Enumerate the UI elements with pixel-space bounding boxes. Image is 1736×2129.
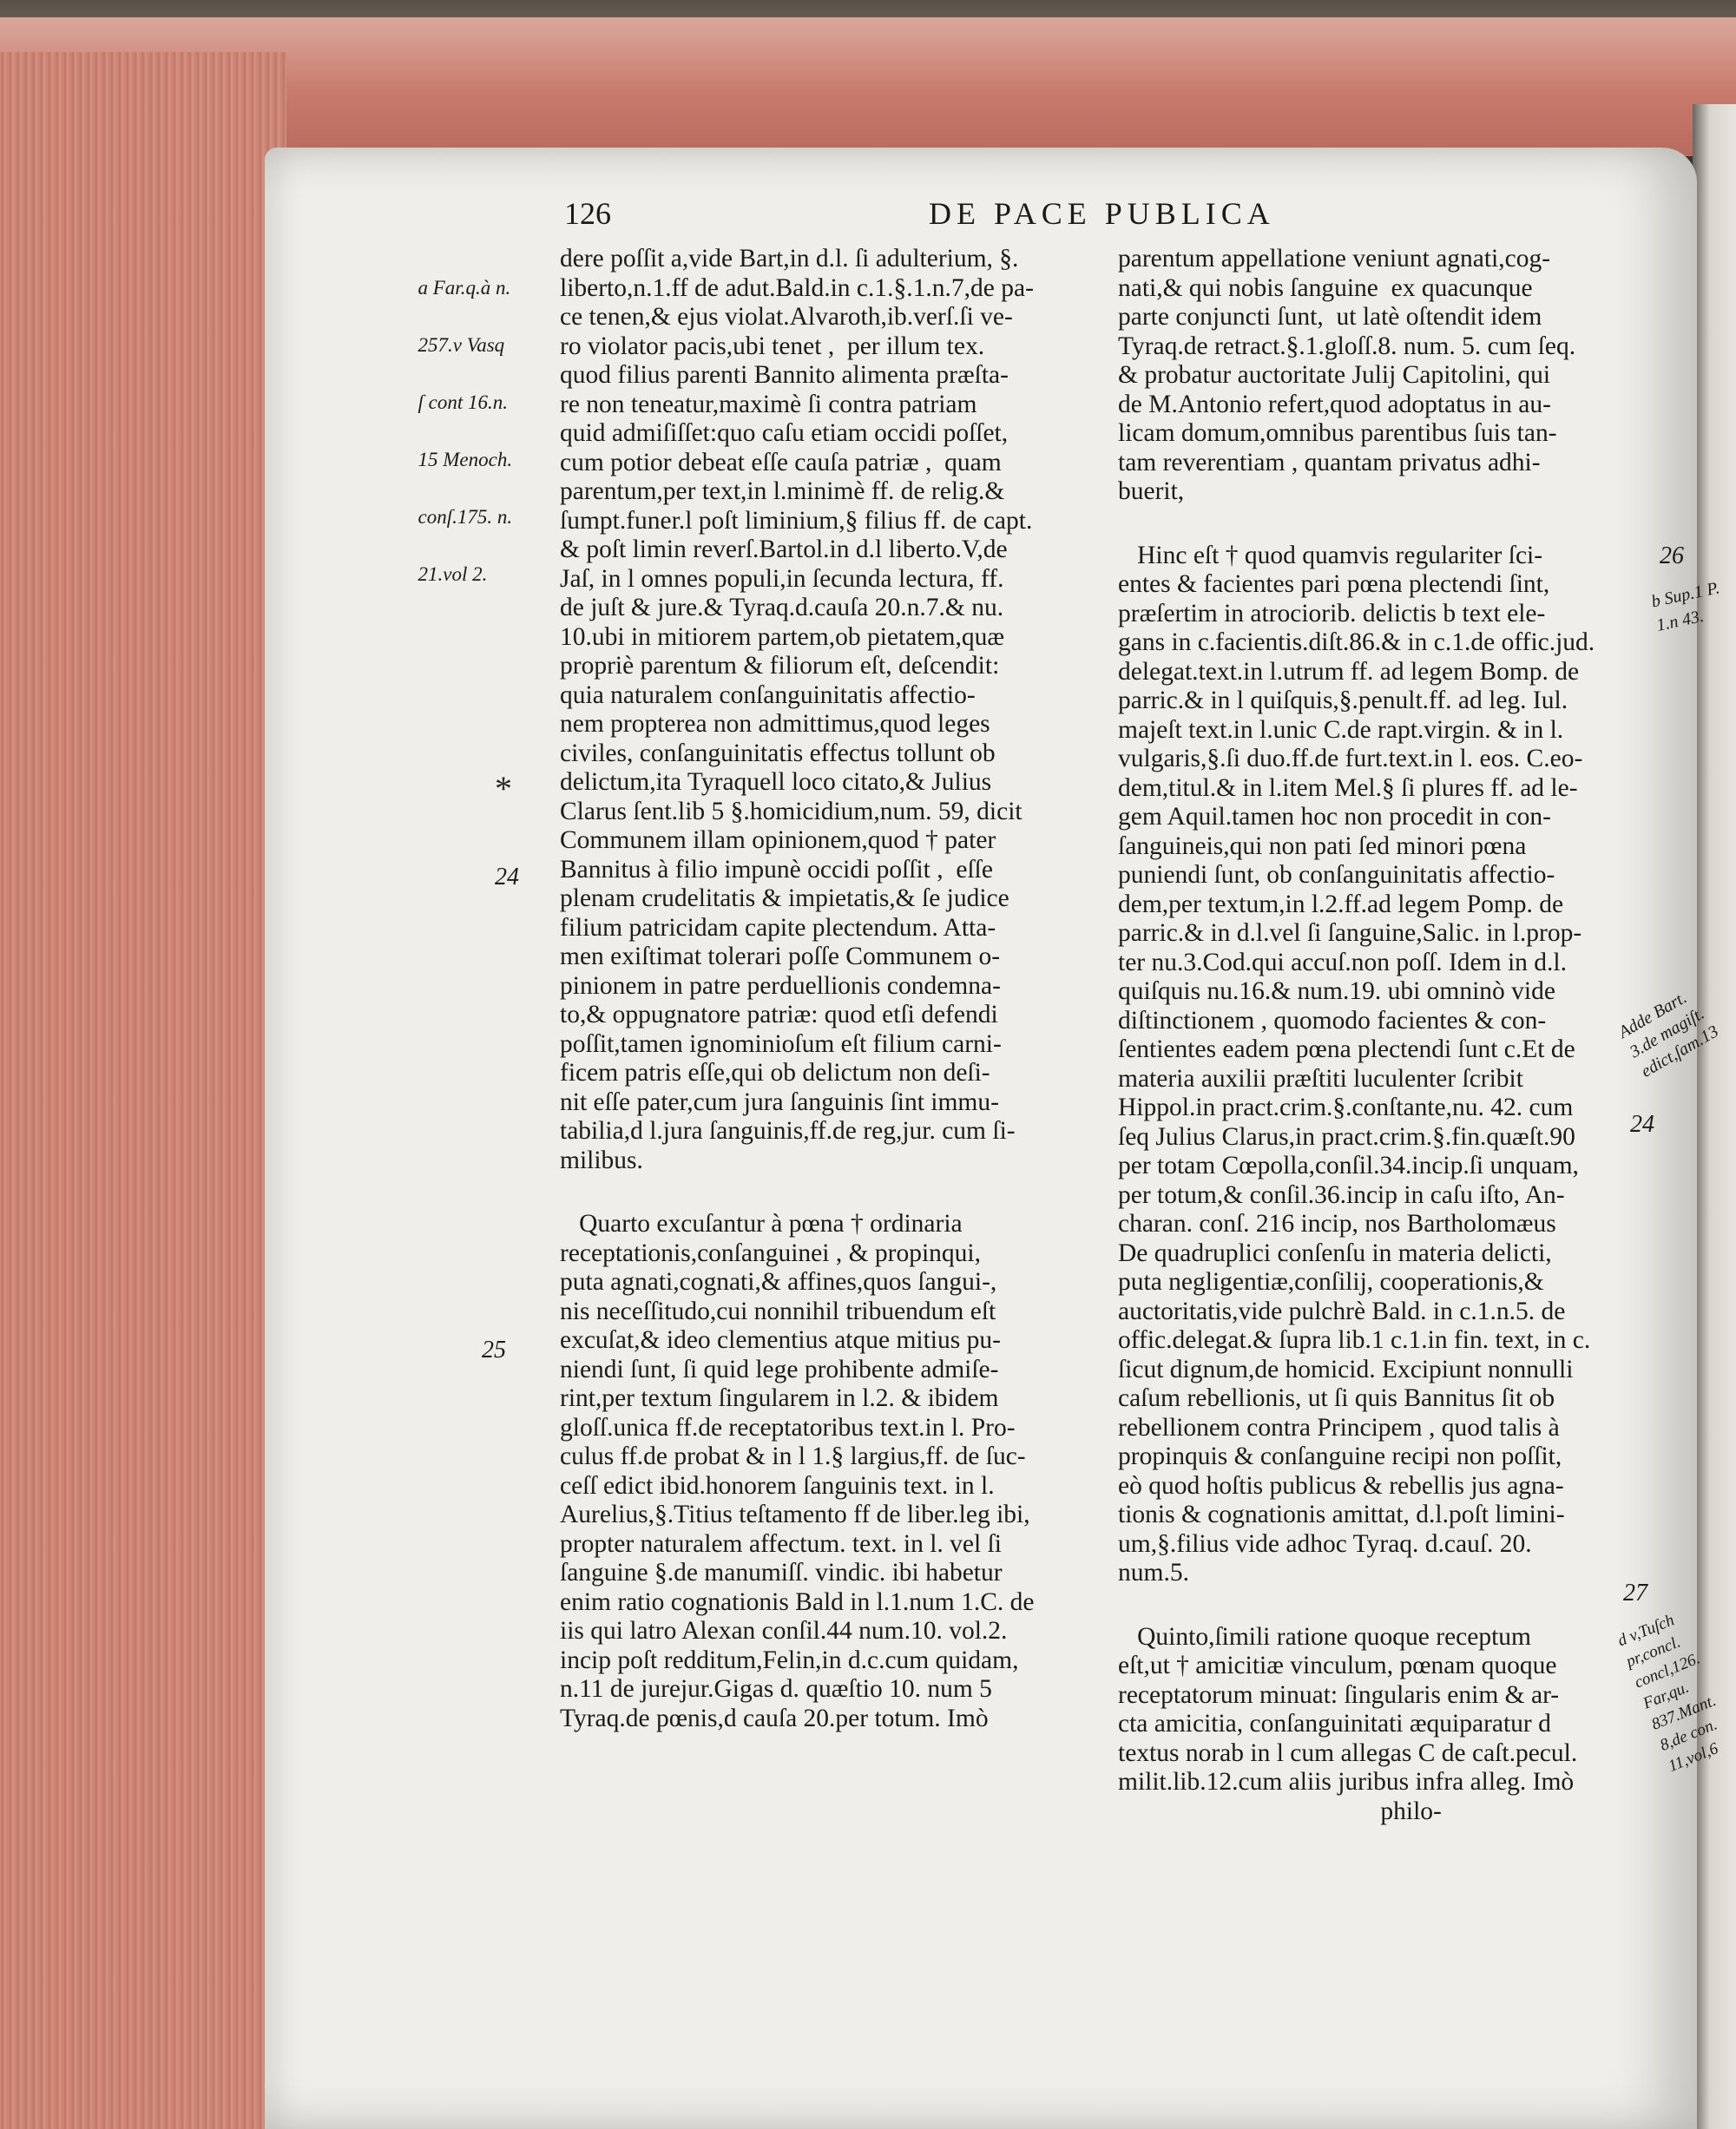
text-line: gem Aquil.tamen hoc non procedit in con- (1118, 803, 1551, 831)
text-line: vulgaris,§.ſi duo.ff.de furt.text.in l. eos. C.eo- (1118, 745, 1583, 772)
text-line: majeſt text.in l.unic C.de rapt.virgin. & in l. (1118, 715, 1564, 744)
text-line: auctoritatis,vide pulchrè Bald. in c.1.n.5. de (1118, 1297, 1566, 1325)
text-line: tionis & cognationis amittat, d.l.poſt limini- (1118, 1501, 1565, 1528)
note-line: 21.vol 2. (418, 563, 488, 585)
text-line: propinquis & conſanguine recipi non poſſit, (1118, 1442, 1562, 1470)
text-line: gans in c.facientis.diſt.86.& in c.1.de offic.jud. (1118, 628, 1595, 656)
text-line: De quadruplici conſenſu in materia delicti, (1118, 1239, 1552, 1267)
text-line: re non teneatur,maximè ſi contra patriam (560, 390, 977, 418)
text-line: delictum,ita Tyraquell loco citato,& Julius (560, 768, 992, 796)
margin-note-d: d v,Tuſch pr,concl. concl,126. Far,qu. 837.Mant. 8,de con. 11,vol,6 (1614, 1611, 1721, 1776)
text-line: cta amicitia, conſanguinitati æquiparatur d (1118, 1710, 1551, 1738)
text-line: puta agnati,cognati,& affines,quos ſangui-, (560, 1268, 997, 1296)
text-line: materia auxilii præſtiti luculenter ſcribit (1118, 1064, 1523, 1093)
text-line: quod filius parenti Bannito alimenta præſta- (560, 361, 1009, 389)
text-line: dem,titul.& in l.item Mel.§ ſi plures ff. ad le- (1118, 773, 1578, 802)
text-line: ficem patris eſſe,qui ob delictum non deſi- (560, 1059, 990, 1087)
text-line: nis neceſſitudo,cui nonnihil tribuendum eſt (560, 1297, 996, 1325)
note-line: 257.v Vasq (418, 334, 505, 356)
text-line: enim ratio cognationis Bald in l.1.num 1.C. de (560, 1587, 1035, 1616)
text-line: nati,& qui nobis ſanguine ex quacunque (1118, 273, 1533, 302)
text-line: incip poſt redditum,Felin,in d.c.cum quidam, (560, 1646, 1019, 1674)
margin-note-adde: Adde Bart. 3.de magiſt. edict,ſam.13 (1615, 988, 1722, 1081)
text-line: puniendi ſunt, ob conſanguinitatis affectio- (1118, 861, 1555, 889)
text-line: tabilia,d l.jura ſanguinis,ff.de reg,jur. cum ſi- (560, 1117, 1016, 1145)
text-line: Hinc eſt † quod quamvis regulariter ſci- (1118, 541, 1543, 569)
left-margin-note-a (408, 245, 512, 588)
text-line: licam domum,omnibus parentibus ſuis tan- (1118, 419, 1557, 447)
text-line: milit.lib.12.cum aliis juribus infra alleg. Imò (1118, 1768, 1575, 1796)
text-line: propter naturalem affectum. text. in l. vel ſi (560, 1529, 1002, 1558)
text-line: ceſſ edict ibid.honorem ſanguinis text. in l. (560, 1471, 995, 1500)
text-line: cum potior debeat eſſe cauſa patriæ , quam (560, 448, 1002, 476)
text-line: quid admiſiſſet:quo caſu etiam occidi poſſet, (560, 419, 1009, 447)
text-line: nit eſſe pater,cum jura ſanguinis ſint immu- (560, 1087, 999, 1116)
running-title: DE PACE PUBLICA (929, 196, 1275, 231)
text-line: Quinto,ſimili ratione quoque receptum (1118, 1622, 1531, 1651)
paragraph-gap (1118, 1588, 1647, 1623)
text-line: textus norab in l cum allegas C de caſt.pecul. (1118, 1738, 1578, 1767)
text-line: num.5. (1118, 1559, 1189, 1587)
text-line: culus ff.de probat & in l 1.§ largius,ff. de ſuc- (560, 1442, 1026, 1470)
text-line: eò quod hoſtis publicus & rebellis jus agna- (1118, 1471, 1564, 1500)
text-line: milibus. (560, 1146, 643, 1174)
text-line: parentum appellatione veniunt agnati,cog- (1118, 245, 1551, 273)
text-line: Tyraq.de pœnis,d cauſa 20.per totum. Imò (560, 1704, 989, 1732)
text-line: poſſit,tamen ignominioſum eſt filium carni- (560, 1029, 1002, 1058)
book-fore-edge (0, 52, 286, 2129)
margin-number-25: 25 (482, 1337, 506, 1363)
text-line: Aurelius,§.Titius teſtamento ff de liber.leg ibi, (560, 1501, 1030, 1528)
margin-number-24: 24 (495, 864, 519, 890)
asterisk-mark: * (495, 769, 512, 808)
margin-number-27: 27 (1623, 1580, 1647, 1607)
text-line: parentum,per text,in l.minimè ff. de relig.& (560, 477, 1005, 505)
text-line: ſentientes eadem pœna plectendi ſunt c.Et de (1118, 1035, 1575, 1063)
margin-number-26: 26 (1660, 542, 1684, 569)
text-line: um,§.filius vide adhoc Tyraq. d.cauſ. 20. (1118, 1529, 1532, 1558)
text-line: præſertim in atrociorib. delictis b text ele- (1118, 599, 1546, 628)
text-line: receptatorum minuat: ſingularis enim & ar- (1118, 1680, 1560, 1709)
note-line: 15 Menoch. (418, 449, 513, 470)
text-line: pinionem in patre perduellionis condemna- (560, 971, 1001, 1000)
text-line: ſanguine §.de manumiſſ. vindic. ibi habetur (560, 1559, 1003, 1587)
text-line: dere poſſit a,vide Bart,in d.l. ſi adulterium, §. (560, 245, 1019, 273)
text-line: iis qui latro Alexan conſil.44 num.10. vol.2. (560, 1617, 1008, 1645)
text-line: gloſſ.unica ff.de receptatoribus text.in l. Pro- (560, 1413, 1016, 1442)
text-line: parric.& in d.l.vel ſi ſanguine,Salic. in l.prop- (1118, 919, 1582, 947)
text-line: tam reverentiam , quantam privatus adhi- (1118, 448, 1541, 476)
text-line: Hippol.in pract.crim.§.conſtante,nu. 42. cum (1118, 1094, 1574, 1121)
text-line: Quarto excuſantur à pœna † ordinaria (560, 1210, 963, 1238)
text-line: entes & facientes pari pœna plectendi ſint, (1118, 570, 1550, 598)
text-line: philo- (1118, 1797, 1442, 1825)
text-line: Communem illam opinionem,quod † pater (560, 826, 996, 854)
right-margin-number-24: 24 (1630, 1111, 1654, 1138)
text-line: eſt,ut † amicitiæ vinculum, pœnam quoque (1118, 1652, 1557, 1679)
text-line: 10.ubi in mitiorem partem,ob pietatem,quæ (560, 622, 1005, 651)
page-number: 126 (564, 196, 611, 231)
right-column (1118, 245, 1647, 1826)
text-line: per totum,& conſil.36.incip in caſu iſto, An- (1118, 1180, 1565, 1209)
text-line: rebellionem contra Principem , quod talis à (1118, 1413, 1560, 1442)
text-line: de juſt & jure.& Tyraq.d.cauſa 20.n.7.& nu. (560, 594, 1004, 621)
text-line: to,& oppugnatore patriæ: quod etſi defendi (560, 1001, 998, 1028)
text-line: per totam Cœpolla,conſil.34.incip.ſi unquam, (1118, 1152, 1579, 1179)
running-head (564, 195, 1345, 237)
text-line: niendi ſunt, ſi quid lege prohibente admiſe- (560, 1355, 999, 1383)
text-line: diſtinctionem , quomodo facientes & con- (1118, 1006, 1547, 1035)
text-line: ce tenen,& ejus violat.Alvaroth,ib.verſ.ſi ve- (560, 303, 1013, 331)
note-line: conſ.175. n. (418, 506, 513, 528)
text-line: & poſt limin reverſ.Bartol.in d.l liberto.V,de (560, 536, 1008, 563)
note-line: a Far.q.à n. (418, 277, 511, 299)
text-line: Bannitus à filio impunè occidi poſſit , eſſe (560, 855, 993, 884)
text-line: men exiſtimat tolerari poſſe Communem o- (560, 943, 1001, 970)
text-line: puta negligentiæ,conſilij, cooperationis,& (1118, 1268, 1544, 1296)
text-line: parte conjuncti ſunt, ut latè oſtendit idem (1118, 303, 1542, 331)
text-line: ſicut dignum,de homicid. Excipiunt nonnulli (1118, 1355, 1574, 1383)
text-line: ſumpt.funer.l poſt liminium,§ filius ff. de capt. (560, 506, 1033, 535)
text-line: excuſat,& ideo clementius atque mitius pu- (560, 1326, 1001, 1354)
paragraph-gap (560, 1175, 1098, 1210)
text-line: filium patricidam capite plectendum. Atta- (560, 913, 996, 942)
note-line: ſ cont 16.n. (418, 391, 508, 413)
text-line: Tyraq.de retract.§.1.gloſſ.8. num. 5. cum ſeq. (1118, 332, 1576, 360)
text-line: quia naturalem conſanguinitatis affectio- (560, 680, 976, 709)
text-line: Jaſ, in l omnes populi,in ſecunda lectura, ff. (560, 564, 1004, 593)
text-line: propriè parentum & filiorum eſt, deſcendit: (560, 652, 1000, 680)
text-line: delegat.text.in l.utrum ff. ad legem Bomp. de (1118, 657, 1580, 686)
text-line: charan. conſ. 216 incip, nos Bartholomæus (1118, 1210, 1556, 1238)
text-line: Clarus ſent.lib 5 §.homicidium,num. 59, dicit (560, 797, 1023, 825)
paragraph-gap (1118, 507, 1647, 542)
text-line: de M.Antonio refert,quod adoptatus in au- (1118, 390, 1551, 418)
text-line: n.11 de jurejur.Gigas d. quæſtio 10. num 5 (560, 1675, 992, 1703)
text-line: ſanguineis,qui non pati ſed minori pœna (1118, 831, 1527, 860)
facing-page-edge (1693, 104, 1736, 2129)
text-line: quiſquis nu.16.& num.19. ubi omninò vide (1118, 977, 1555, 1005)
text-line: civiles, conſanguinitatis effectus tollunt ob (560, 739, 996, 767)
text-line: receptationis,conſanguinei , & propinqui, (560, 1239, 981, 1267)
text-line: parric.& in l quiſquis,§.penult.ff. ad leg. Iul. (1118, 687, 1568, 714)
text-line: liberto,n.1.ff de adut.Bald.in c.1.§.1.n.7,de pa- (560, 273, 1034, 302)
text-line: plenam crudelitatis & impietatis,& ſe judice (560, 884, 1009, 912)
text-line: dem,per textum,in l.2.ff.ad legem Pomp. de (1118, 890, 1564, 918)
text-line: offic.delegat.& ſupra lib.1 c.1.in fin. text, in c. (1118, 1326, 1591, 1354)
text-line: ro violator pacis,ubi tenet , per illum tex. (560, 332, 985, 360)
text-line: & probatur auctoritate Julij Capitolini, qui (1118, 361, 1551, 389)
text-line: caſum rebellionis, ut ſi quis Bannitus ſit ob (1118, 1384, 1555, 1412)
margin-note-b: b Sup.1 P. 1.n 43. (1649, 578, 1722, 635)
text-line: buerit, (1118, 477, 1185, 505)
left-column (560, 245, 1098, 1733)
text-line: ſeq Julius Clarus,in pract.crim.§.fin.quæſt.90 (1118, 1122, 1575, 1151)
text-line: ter nu.3.Cod.qui accuſ.non poſſ. Idem in d.l. (1118, 948, 1567, 976)
text-line: nem propterea non admittimus,quod leges (560, 710, 990, 738)
text-line: rint,per textum ſingularem in l.2. & ibidem (560, 1384, 999, 1412)
